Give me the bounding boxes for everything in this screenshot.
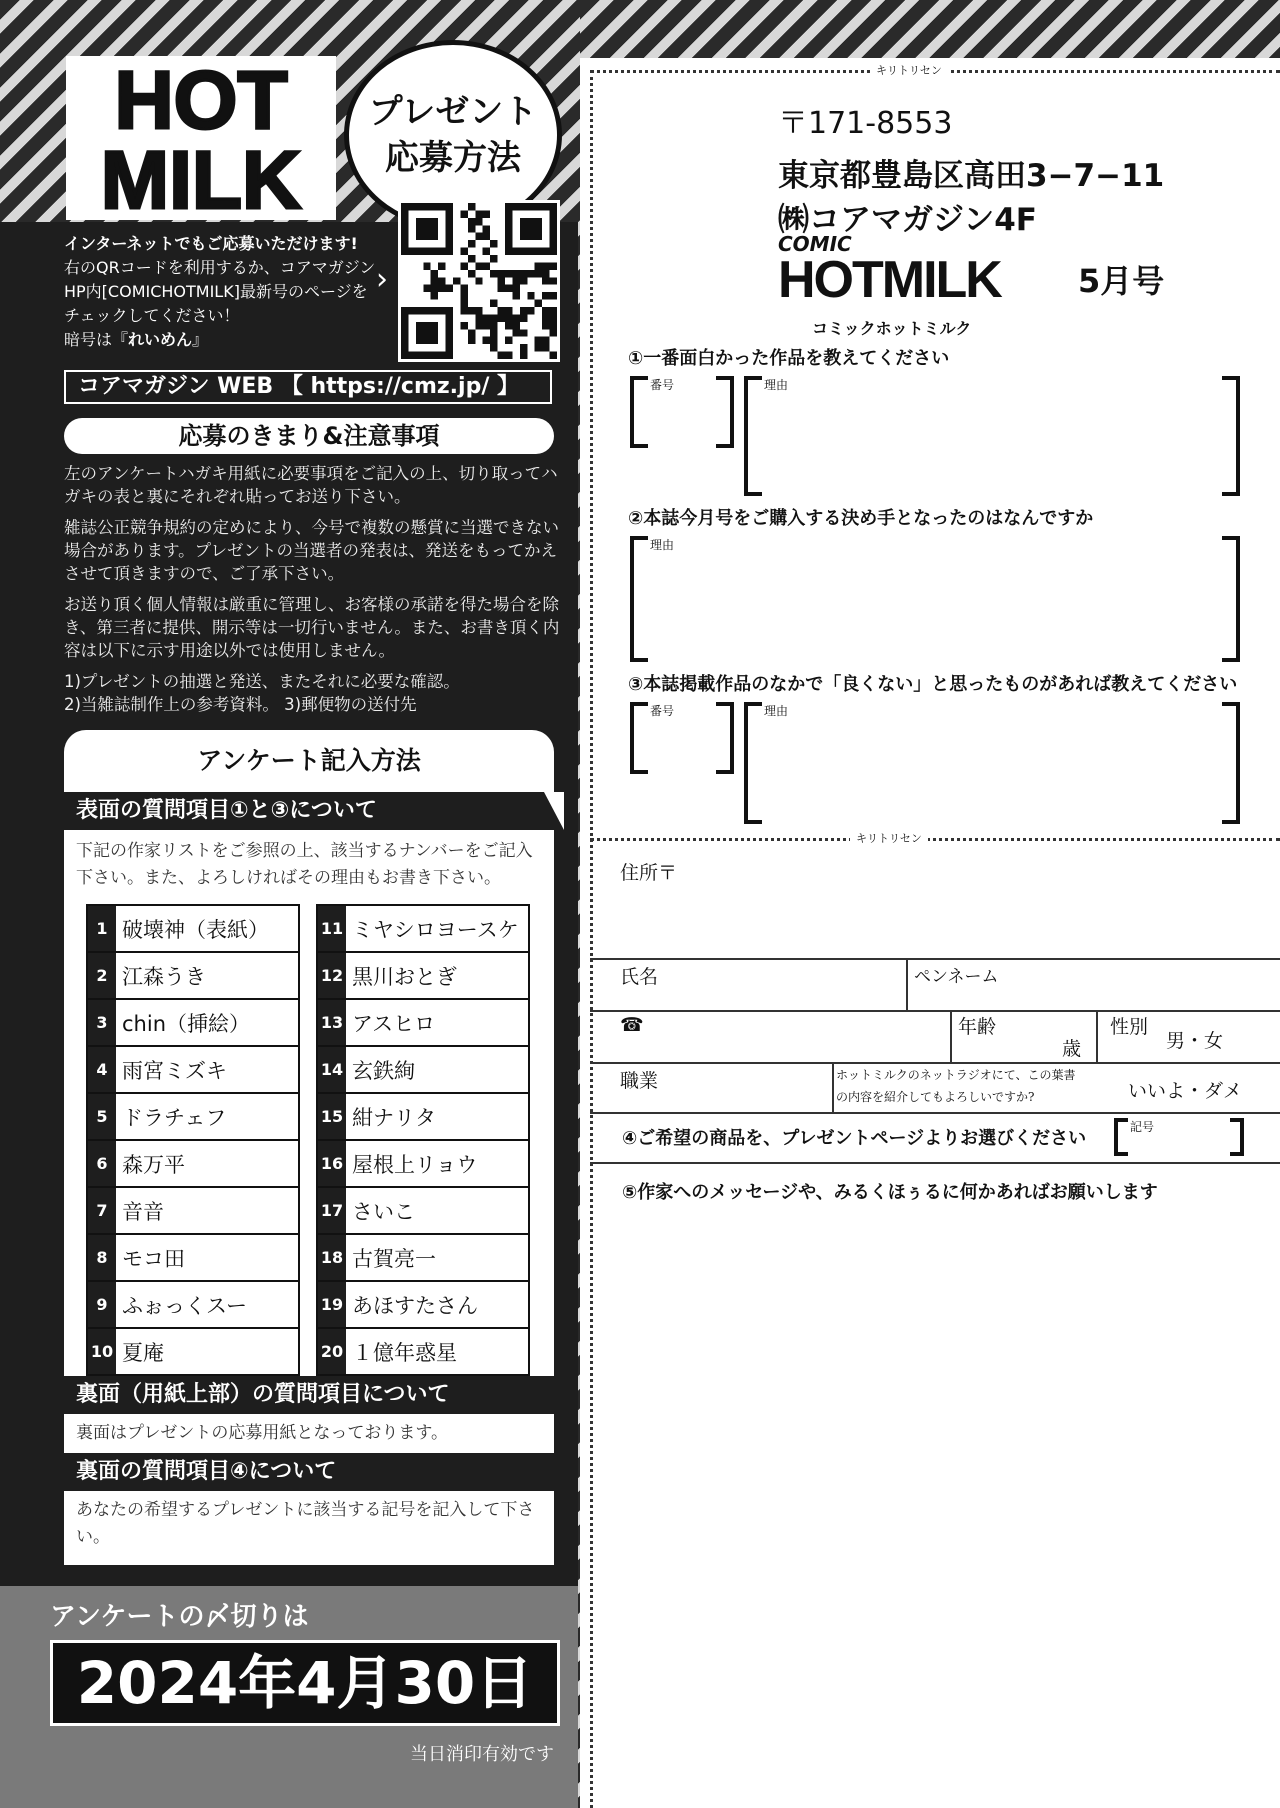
artist-row xyxy=(318,1094,528,1141)
artist-name: 雨宮ミズキ xyxy=(122,1058,227,1083)
artist-row xyxy=(88,1235,298,1282)
artist-name: 森万平 xyxy=(122,1152,185,1177)
q1-number-label: 番号 xyxy=(650,378,675,392)
artist-row xyxy=(88,906,298,953)
cut-label-top: キリトリセン xyxy=(870,62,948,78)
q4-bracket-left[interactable] xyxy=(1114,1118,1128,1156)
artist-number: 8 xyxy=(88,1235,116,1280)
q1-reason-label: 理由 xyxy=(764,378,789,392)
web-link[interactable]: コアマガジン WEB 【 https://cmz.jp/ 】 xyxy=(64,370,552,404)
artist-row xyxy=(88,1141,298,1188)
artist-number: 1 xyxy=(88,906,116,951)
bubble-line2: 応募方法 xyxy=(385,138,521,178)
hotmilk-logo xyxy=(66,56,336,220)
q3-number-label: 番号 xyxy=(650,704,675,718)
internet-info xyxy=(64,232,376,352)
password: れいめん xyxy=(128,330,193,349)
artist-name: アスヒロ xyxy=(352,1011,436,1036)
rules-title: 応募のきまり&注意事項 xyxy=(64,418,554,454)
survey-title: アンケート記入方法 xyxy=(197,746,421,775)
comic-label: COMIC xyxy=(778,232,852,256)
note-2: 雑誌公正競争規約の定めにより、今号で複数の懸賞に当選できない場合があります。プレゼントの当選者の発表は、発送をもってかえさせて頂きますので、ご了承下さい。 xyxy=(64,518,559,583)
artist-row xyxy=(318,1282,528,1329)
artist-row xyxy=(88,1047,298,1094)
q1-reason-bracket-left[interactable] xyxy=(744,376,762,496)
q1-number-bracket-left xyxy=(630,376,648,448)
chevron-right-icon: › xyxy=(376,262,388,297)
name-field-label: 氏名 xyxy=(620,966,659,988)
divider xyxy=(950,1010,952,1062)
address-line2: ㈱コアマガジン4F xyxy=(778,202,1037,238)
band-back-q4: 裏面の質問項目④について xyxy=(64,1453,562,1491)
band-front-questions: 表面の質問項目①と③について xyxy=(64,792,562,830)
back-q4-text: あなたの希望するプレゼントに該当する記号を記入して下さい。 xyxy=(64,1491,554,1565)
gender-label: 性別 xyxy=(1110,1016,1149,1038)
question-5: ⑤作家へのメッセージや、みるくほぅるに何かあればお願いします xyxy=(622,1182,1158,1203)
artist-number: 7 xyxy=(88,1188,116,1233)
artist-number: 4 xyxy=(88,1047,116,1092)
back-top-text: 裏面はプレゼントの応募用紙となっております。 xyxy=(64,1414,554,1453)
deadline-date: 2024年4月30日 xyxy=(50,1640,560,1726)
artist-row xyxy=(318,1235,528,1282)
deadline-validity: 当日消印有効です xyxy=(410,1744,554,1765)
artist-row xyxy=(318,1329,528,1374)
q3-number-bracket-right xyxy=(716,702,734,774)
form-line-q5 xyxy=(590,1162,1280,1164)
artist-number: 12 xyxy=(318,953,346,998)
zip-code: 〒171-8553 xyxy=(778,106,953,141)
radio-question: ホットミルクのネットラジオにて、この葉書の内容を紹介してもよろしいですか? xyxy=(836,1068,1076,1104)
address-field-label: 住所〒 xyxy=(620,862,678,884)
note-4: 1)プレゼントの抽選と発送、またそれに必要な確認。 2)当雑誌制作上の参考資料。 3)郵便物の送付先 xyxy=(64,672,460,714)
question-3: ③本誌掲載作品のなかで「良くない」と思ったものがあれば教えてください xyxy=(628,674,1238,695)
notes xyxy=(64,462,560,724)
stripe-top-band xyxy=(580,0,1280,58)
survey-card xyxy=(64,730,554,1376)
password-line xyxy=(64,328,376,352)
divider xyxy=(1096,1010,1098,1062)
artist-name: さいこ xyxy=(352,1199,415,1224)
artist-number: 13 xyxy=(318,1000,346,1045)
radio-answer[interactable]: いいよ・ダメ xyxy=(1128,1080,1243,1102)
artist-row xyxy=(318,1047,528,1094)
artist-row xyxy=(88,1094,298,1141)
artist-name: １億年惑星 xyxy=(352,1340,457,1365)
artist-number: 18 xyxy=(318,1235,346,1280)
back-instructions xyxy=(64,1376,554,1565)
internet-body: 右のQRコードを利用するか、コアマガジンHP内[COMICHOTMILK]最新号のページをチェックしてください！ xyxy=(64,258,376,325)
artist-row xyxy=(88,1000,298,1047)
age-unit: 歳 xyxy=(1062,1038,1082,1060)
artist-row xyxy=(318,953,528,1000)
divider xyxy=(832,1062,834,1112)
form-line-tel xyxy=(590,1010,1280,1012)
artist-name: モコ田 xyxy=(122,1246,185,1271)
note-3: お送り頂く個人情報は厳重に管理し、お客様の承諾を得た場合を除き、第三者に提供、開示等は一切行いません。また、お書き頂く内容は以下に示す用途以外では使用しません。 xyxy=(64,595,560,660)
phone-icon: ☎ xyxy=(620,1014,644,1036)
cut-line-middle xyxy=(590,838,1280,841)
artist-row xyxy=(318,1188,528,1235)
q3-reason-bracket-left[interactable] xyxy=(744,702,762,824)
cut-label-middle: キリトリセン xyxy=(850,830,928,846)
question-1: ①一番面白かった作品を教えてください xyxy=(628,348,950,369)
artist-row xyxy=(88,1329,298,1374)
artist-number: 14 xyxy=(318,1047,346,1092)
artist-name: chin（挿絵） xyxy=(122,1011,250,1036)
artist-name: ドラチェフ xyxy=(122,1105,227,1130)
question-2: ②本誌今月号をご購入する決め手となったのはなんですか xyxy=(628,508,1094,529)
artist-row xyxy=(318,1141,528,1188)
artist-row xyxy=(318,1000,528,1047)
pen-name-label: ペンネーム xyxy=(914,967,999,987)
q3-number-bracket-left[interactable] xyxy=(630,702,648,774)
internet-heading: インターネットでもご応募いただけます! xyxy=(64,234,358,253)
artist-name: 古賀亮一 xyxy=(352,1246,436,1271)
artist-number: 5 xyxy=(88,1094,116,1139)
password-suffix: 』 xyxy=(192,330,209,349)
artist-name: 破壊神（表紙） xyxy=(122,917,269,942)
job-label: 職業 xyxy=(620,1070,659,1092)
bubble-line1: プレゼント xyxy=(368,92,538,132)
divider xyxy=(906,958,908,1010)
artist-number: 15 xyxy=(318,1094,346,1139)
artist-name: ミヤシロヨースケ xyxy=(352,917,519,942)
artist-number: 16 xyxy=(318,1141,346,1186)
address-line1: 東京都豊島区高田3−7−11 xyxy=(778,158,1165,194)
artist-number: 19 xyxy=(318,1282,346,1327)
q4-label: 記号 xyxy=(1130,1120,1155,1134)
q4-bracket-right xyxy=(1230,1118,1244,1156)
issue: 5月号 xyxy=(1078,262,1165,300)
artist-row xyxy=(318,906,528,953)
artist-name: ふぉっくスー xyxy=(122,1293,247,1318)
q1-reason-bracket-right xyxy=(1222,376,1240,496)
password-prefix: 暗号は『 xyxy=(64,330,129,349)
artist-row xyxy=(88,953,298,1000)
cut-line-vertical xyxy=(590,70,593,1808)
artist-number: 20 xyxy=(318,1329,346,1374)
q2-reason-label: 理由 xyxy=(650,538,675,552)
q3-reason-bracket-right xyxy=(1222,702,1240,824)
q2-reason-bracket-right xyxy=(1222,536,1240,662)
artist-column-right xyxy=(316,904,530,1376)
artist-name: 屋根上リョウ xyxy=(352,1152,478,1177)
q1-number-bracket-right xyxy=(716,376,734,448)
note-1: 左のアンケートハガキ用紙に必要事項をご記入の上、切り取ってハガキの表と裏にそれぞれ貼ってお送り下さい。 xyxy=(64,464,558,506)
artist-name: 紺ナリタ xyxy=(352,1105,436,1130)
artist-column-left xyxy=(86,904,300,1376)
age-label: 年齢 xyxy=(958,1016,997,1038)
band-back-top: 裏面（用紙上部）の質問項目について xyxy=(64,1376,562,1414)
artist-row xyxy=(88,1188,298,1235)
artist-number: 17 xyxy=(318,1188,346,1233)
form-line-q4 xyxy=(590,1112,1280,1114)
artist-number: 10 xyxy=(88,1329,116,1374)
artist-name: あほすたさん xyxy=(352,1293,478,1318)
artist-name: 音音 xyxy=(122,1199,164,1224)
q3-reason-label: 理由 xyxy=(764,704,789,718)
artist-number: 9 xyxy=(88,1282,116,1327)
brand-kana: コミックホットミルク xyxy=(812,319,972,338)
artist-row xyxy=(88,1282,298,1329)
artist-number: 6 xyxy=(88,1141,116,1186)
form-line-name xyxy=(590,958,1280,960)
q2-reason-bracket-left[interactable] xyxy=(630,536,648,662)
deadline-heading: アンケートの〆切りは xyxy=(50,1602,309,1632)
artist-number: 2 xyxy=(88,953,116,998)
artist-name: 夏庵 xyxy=(122,1340,164,1365)
artist-name: 黒川おとぎ xyxy=(352,964,457,989)
survey-instructions: 下記の作家リストをご参照の上、該当するナンバーをご記入下さい。また、よろしければその理由もお書き下さい。 xyxy=(76,841,533,888)
artist-list xyxy=(64,900,554,1376)
question-4: ④ご希望の商品を、プレゼントページよりお選びください xyxy=(622,1128,1087,1149)
artist-name: 江森うき xyxy=(122,964,206,989)
qr-code[interactable] xyxy=(398,200,560,362)
brand-logo: HOTMILK xyxy=(778,251,1001,309)
logo-text-hot: HOT xyxy=(114,56,288,146)
artist-number: 11 xyxy=(318,906,346,951)
logo-text-milk: MILK xyxy=(100,135,302,220)
artist-number: 3 xyxy=(88,1000,116,1045)
artist-name: 玄鉄絢 xyxy=(352,1058,415,1083)
gender-options[interactable]: 男・女 xyxy=(1166,1030,1224,1052)
